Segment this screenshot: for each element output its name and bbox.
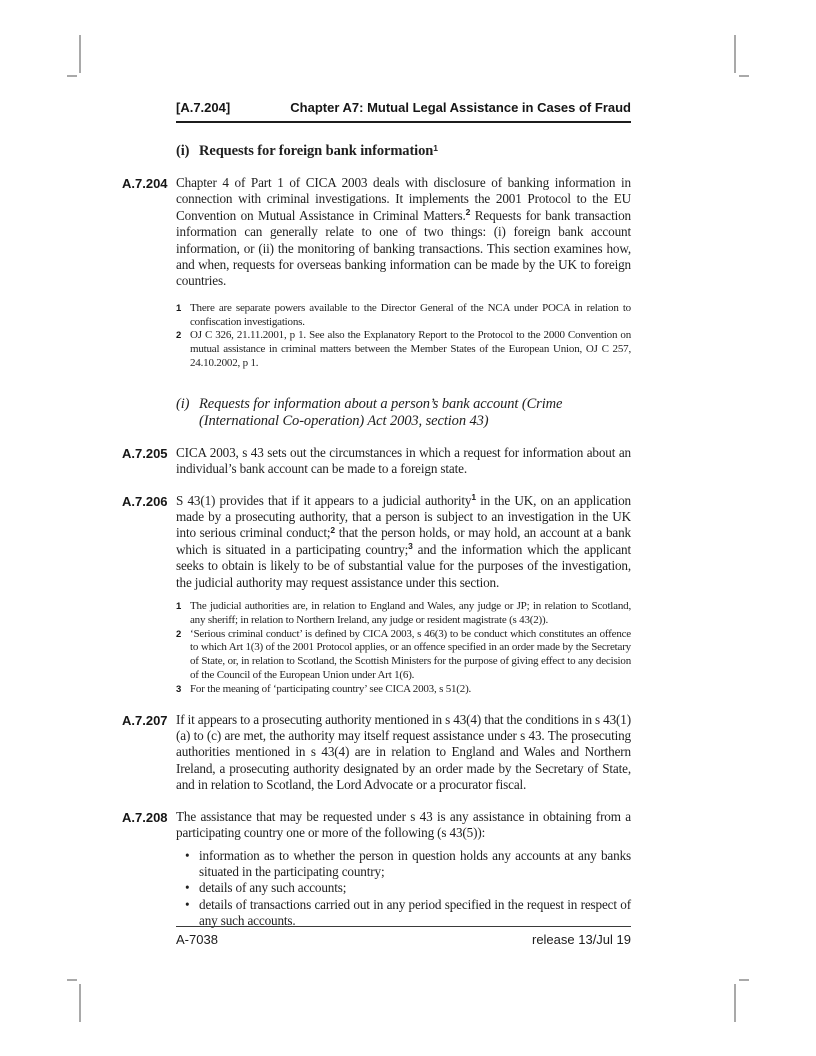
- footnote: [176, 302, 631, 330]
- bullet-text: details of any such accounts;: [199, 880, 347, 896]
- footnote-reference: 2: [465, 207, 471, 218]
- crop-mark-top-left-vertical: [79, 35, 81, 73]
- bullet-icon: •: [185, 847, 190, 863]
- footnote-text: The judicial authorities are, in relation to England and Wales, any judge or JP; in relation to Scotland, any sheriff; in relation to Northern Ireland, any judge or resident magistrate (s 43(2)).: [190, 600, 631, 626]
- footer-page-number: A-7038: [176, 932, 218, 947]
- footer-release-info: release 13/Jul 19: [531, 932, 631, 947]
- bullet-item: [176, 848, 631, 881]
- crop-mark-bottom-right-vertical: [734, 984, 736, 1022]
- subsection-heading-italic: [176, 396, 631, 430]
- footnote: [176, 600, 631, 628]
- bullet-text: information as to whether the person in question holds any accounts at any banks situated in the participating country;: [199, 847, 631, 879]
- paragraph-a7205: [122, 445, 631, 478]
- footnote-marker: 2: [176, 330, 182, 342]
- footnote-reference: 3: [408, 541, 413, 552]
- footnote-block-206: [176, 600, 631, 697]
- footnote: [176, 683, 631, 697]
- footnote-block-204: [176, 302, 631, 371]
- crop-mark-top-right-horizontal: [739, 75, 749, 77]
- crop-mark-top-left-horizontal: [67, 75, 77, 77]
- footnote: [176, 329, 631, 370]
- paragraph-number: A.7.205: [122, 445, 168, 461]
- paragraph-a7207: [122, 712, 631, 794]
- footnote-reference: 2: [330, 524, 335, 535]
- paragraph-intro: The assistance that may be requested under s 43 is any assistance in obtaining from a participating country one or more of the following (s 43(5)):: [176, 808, 631, 841]
- bullet-text: details of transactions carried out in any period specified in the request in respect of any such accounts.: [199, 896, 631, 929]
- header-chapter-title: Chapter A7: Mutual Legal Assistance in Cases of Fraud: [290, 100, 631, 115]
- page-content: [122, 100, 631, 930]
- section-heading-label: (i): [176, 143, 190, 159]
- paragraph-a7206: [122, 493, 631, 591]
- paragraph-text: S 43(1) provides that if it appears to a judicial authority$^1$ in the UK, on an application made by a prosecuting authority, that a person is subject to an investigation in the UK into serious criminal conduct;$^2$ that the person holds, or may hold, an account at a bank which is situated in a participating country;$^3$ and the information which the applicant seeks to obtain is likely to be of substantial value for the purposes of the investigation, the judicial authority may request assistance under this section.: [176, 492, 631, 590]
- paragraph-body: [176, 809, 631, 930]
- bullet-icon: •: [185, 880, 190, 896]
- paragraph-number: A.7.204: [122, 176, 168, 191]
- footnote-text: ‘Serious criminal conduct’ is defined by CICA 2003, s 46(3) to be conduct which constitutes an offence to which Art 1(3) of the 2001 Protocol applies, or an offence specified in an order made by the Secretary of State, or, in relation to Scotland, the Scottish Ministers for the purpose of giving effect to any decision of the Council of the European Union under Art 1(6).: [190, 627, 631, 682]
- running-header: [176, 100, 631, 123]
- paragraph-a7208: [122, 809, 631, 930]
- footnote-marker: 1: [176, 302, 182, 314]
- footnote-reference: 1: [433, 142, 438, 153]
- footnote-marker: 2: [176, 628, 182, 640]
- footnote-marker: 1: [176, 601, 182, 613]
- footnote-marker: 3: [176, 683, 182, 695]
- section-heading-text: Requests for foreign bank information$^1$: [199, 142, 438, 159]
- subsection-heading-text: Requests for information about a person’s bank account (Crime (International Co-operation) Act 2003, section 43): [199, 395, 563, 429]
- paragraph-number: A.7.207: [122, 712, 168, 728]
- page-footer: [176, 926, 631, 947]
- paragraph-number: A.7.206: [122, 493, 168, 509]
- bullet-item: [176, 880, 631, 896]
- bullet-item: [176, 897, 631, 930]
- bullet-icon: •: [185, 896, 190, 912]
- footnote-text: OJ C 326, 21.11.2001, p 1. See also the Explanatory Report to the Protocol to the 2000 Convention on mutual assistance in criminal matters between the Member States of the European Union, OJ C 257, 24.10.2002, p 1.: [190, 329, 631, 370]
- paragraph-number: A.7.208: [122, 809, 168, 825]
- crop-mark-bottom-left-vertical: [79, 984, 81, 1022]
- crop-mark-bottom-right-horizontal: [739, 979, 749, 981]
- header-paragraph-ref: [A.7.204]: [176, 100, 231, 115]
- paragraph-a7204: [122, 175, 631, 290]
- footnote-reference: 1: [471, 492, 476, 503]
- footnote: [176, 628, 631, 683]
- section-heading-bold: [176, 143, 631, 160]
- paragraph-text: CICA 2003, s 43 sets out the circumstances in which a request for information about an individual’s bank account can be made to a foreign state.: [176, 444, 631, 477]
- footnote-text: For the meaning of ‘participating country’ see CICA 2003, s 51(2).: [190, 682, 472, 695]
- subsection-heading-label: (i): [176, 395, 190, 412]
- paragraph-text: If it appears to a prosecuting authority mentioned in s 43(4) that the conditions in s 43(1)(a) to (c) are met, the authority may itself request assistance under s 43. The prosecuting authorities mentioned in s 43(4) are in relation to England and Wales and Northern Ireland, a prosecuting authority designated by an order made by the Secretary of State, and in relation to Scotland, the Lord Advocate or a procurator fiscal.: [176, 711, 631, 793]
- bullet-list: [176, 848, 631, 930]
- paragraph-text: Chapter 4 of Part 1 of CICA 2003 deals with disclosure of banking information in connection with criminal investigations. It implements the 2001 Protocol to the EU Convention on Mutual Assistance in Criminal Matters.$^2$ Requests for bank transaction information can generally relate to one of two things: (i) foreign bank account information, or (ii) the monitoring of banking transactions. This section examines how, and when, requests for overseas banking information can be made by the UK to foreign countries.: [176, 175, 631, 289]
- crop-mark-top-right-vertical: [734, 35, 736, 73]
- crop-mark-bottom-left-horizontal: [67, 979, 77, 981]
- footnote-text: There are separate powers available to the Director General of the NCA under POCA in relation to confiscation investigations.: [190, 301, 631, 328]
